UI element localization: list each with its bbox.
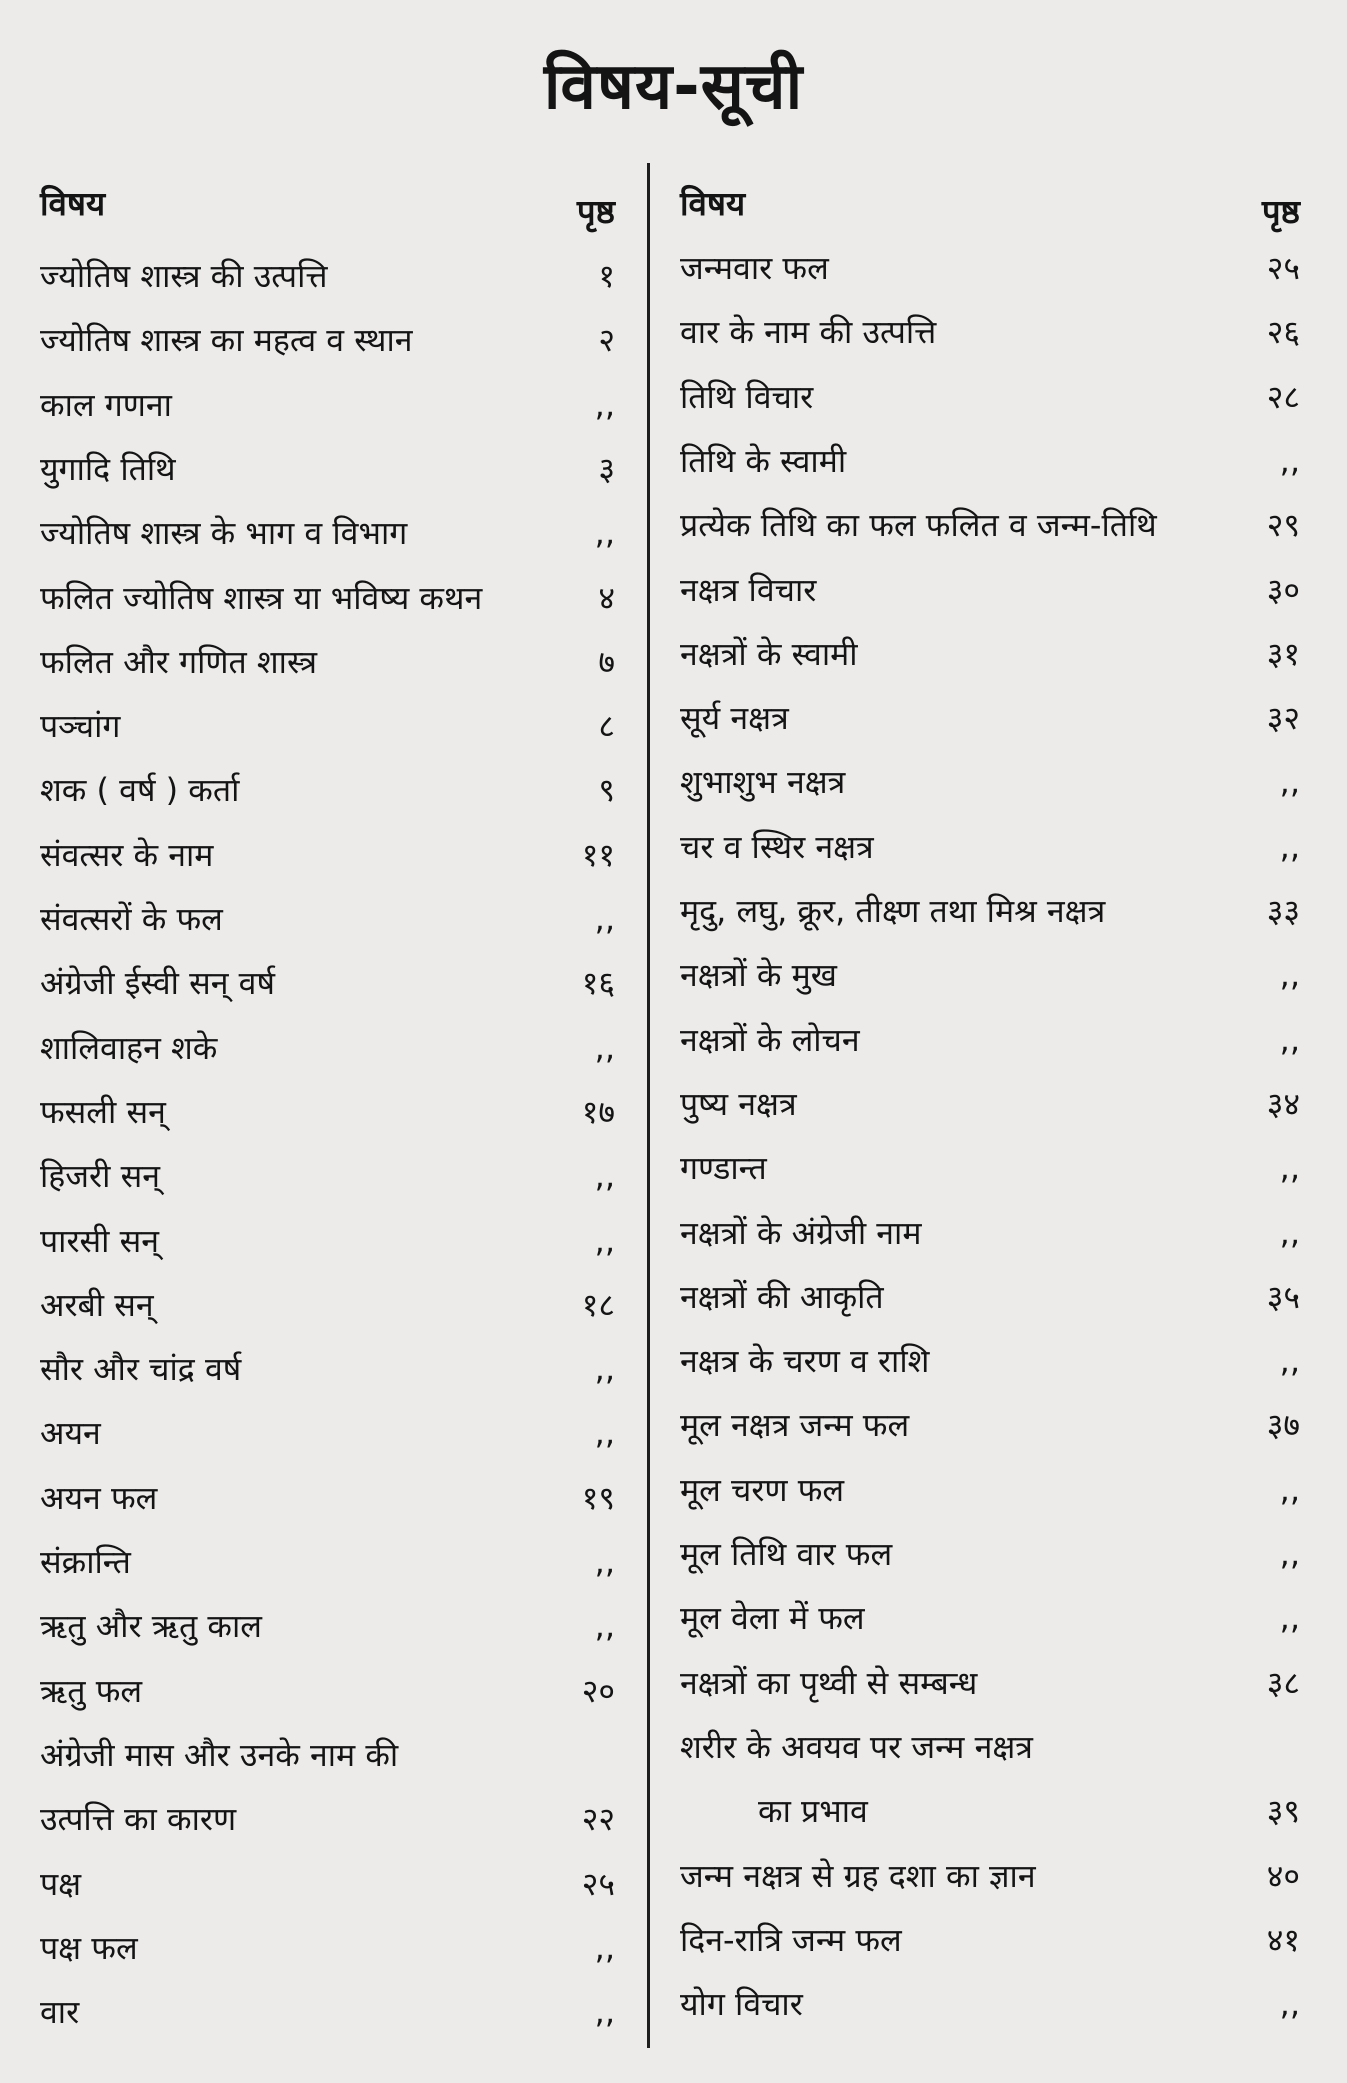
toc-entry-page: २५ <box>1266 249 1300 287</box>
toc-entry <box>40 1084 615 1140</box>
toc-entry-page: ,, <box>1279 441 1300 480</box>
toc-entry-title: ऋतु फल <box>40 1671 143 1710</box>
toc-entry-page: ३२ <box>1266 699 1300 738</box>
toc-entry-page: ,, <box>1279 1470 1300 1509</box>
toc-entry <box>40 891 615 947</box>
header-topic-label: विषय <box>680 184 746 223</box>
toc-entry <box>680 1655 1300 1711</box>
toc-entry-title: शालिवाहन शके <box>40 1028 218 1067</box>
toc-entry <box>40 1984 615 2040</box>
toc-entry-title: संक्रान्ति <box>40 1543 131 1581</box>
toc-entry <box>680 562 1300 618</box>
toc-entry <box>680 433 1300 489</box>
toc-entry-title: संवत्सर के नाम <box>40 835 214 874</box>
toc-entry-page: ,, <box>594 1221 615 1260</box>
toc-entry-title: मूल नक्षत्र जन्म फल <box>680 1406 910 1445</box>
toc-entry-title: जन्म नक्षत्र से ग्रह दशा का ज्ञान <box>680 1856 1036 1895</box>
toc-header <box>680 180 1300 230</box>
toc-entry-page: ३८ <box>1266 1663 1300 1702</box>
toc-entry-title: मूल चरण फल <box>680 1470 845 1509</box>
toc-entry-page: ,, <box>1279 1599 1300 1638</box>
toc-entry-title: ज्योतिष शास्त्र का महत्व व स्थान <box>40 321 413 360</box>
toc-entry-title: गण्डान्त <box>680 1149 767 1188</box>
toc-entry <box>680 1269 1300 1325</box>
toc-entry-page: २ <box>598 321 615 360</box>
header-page-label: पृष्ठ <box>576 192 615 231</box>
toc-entry <box>40 1856 615 1912</box>
toc-entry <box>40 1598 615 1654</box>
toc-entry <box>680 1526 1300 1582</box>
toc-entry <box>680 690 1300 746</box>
toc-entry-title: पुष्य नक्षत्र <box>680 1084 797 1123</box>
toc-entry-title: अयन <box>40 1414 101 1453</box>
toc-entry-page: ,, <box>594 1157 615 1196</box>
toc-entry-page: १९ <box>581 1478 615 1517</box>
toc-entry <box>40 698 615 754</box>
toc-entry-page: ३९ <box>1266 1792 1300 1831</box>
toc-entry-title: अयन फल <box>40 1478 158 1517</box>
toc-entry-page: ,, <box>594 1028 615 1067</box>
toc-entry-page: १ <box>598 257 615 295</box>
toc-entry <box>680 1012 1300 1068</box>
toc-entry-page: ,, <box>594 1928 615 1967</box>
toc-entry <box>40 1213 615 1269</box>
toc-entry <box>680 240 1300 296</box>
toc-entry-page: ११ <box>581 835 615 874</box>
toc-entry <box>680 1719 1300 1775</box>
toc-entry-title: पक्ष <box>40 1864 82 1903</box>
toc-entry-page: ३० <box>1266 570 1300 609</box>
toc-entry <box>40 248 615 304</box>
toc-entry-page: ,, <box>1279 1149 1300 1188</box>
toc-entry-title: पञ्चांग <box>40 707 121 746</box>
toc-entry <box>680 1076 1300 1132</box>
toc-entry <box>40 1341 615 1397</box>
toc-entry-title: नक्षत्रों की आकृति <box>680 1277 884 1316</box>
toc-entry-page: १८ <box>581 1285 615 1324</box>
page-title: विषय-सूची <box>543 50 804 124</box>
toc-entry-page: २५ <box>581 1864 615 1903</box>
toc-entry-title: संवत्सरों के फल <box>40 900 223 938</box>
toc-entry-page: ८ <box>598 707 615 746</box>
toc-entry <box>40 1920 615 1976</box>
toc-entry-title: शुभाशुभ नक्षत्र <box>680 763 846 802</box>
toc-entry-page: ४१ <box>1266 1920 1300 1959</box>
toc-entry-page: ,, <box>1279 1020 1300 1059</box>
toc-entry <box>40 1020 615 1076</box>
toc-entry <box>680 369 1300 425</box>
toc-entry-page: ४० <box>1266 1856 1300 1895</box>
toc-entry-title: तिथि विचार <box>680 377 814 416</box>
toc-entry-page: २८ <box>1266 377 1300 416</box>
toc-entry <box>680 1848 1300 1904</box>
toc-entry-page: ,, <box>1279 956 1300 995</box>
toc-entry-title: फलित और गणित शास्त्र <box>40 642 318 681</box>
toc-entry <box>40 441 615 497</box>
toc-entry-title: नक्षत्र के चरण व राशि <box>680 1342 930 1381</box>
toc-entry-title: शरीर के अवयव पर जन्म नक्षत्र <box>680 1727 1033 1766</box>
toc-entry <box>40 1470 615 1526</box>
toc-entry-title: चर व स्थिर नक्षत्र <box>680 827 874 866</box>
toc-entry-title: हिजरी सन् <box>40 1157 160 1196</box>
toc-entry-title: ज्योतिष शास्त्र की उत्पत्ति <box>40 257 328 295</box>
toc-entry-title: नक्षत्रों का पृथ्वी से सम्बन्ध <box>680 1663 978 1702</box>
toc-entry-title: सूर्य नक्षत्र <box>680 699 789 738</box>
toc-entry <box>680 1397 1300 1453</box>
toc-entry-title: मृदु, लघु, क्रूर, तीक्ष्ण तथा मिश्र नक्षत्र <box>680 892 1106 930</box>
toc-entry <box>680 304 1300 360</box>
toc-entry <box>680 1205 1300 1261</box>
toc-entry-title: युगादि तिथि <box>40 449 176 488</box>
toc-entry-page: २९ <box>1266 506 1300 545</box>
toc-entry-page: ,, <box>594 385 615 424</box>
toc-entry-page: ,, <box>594 1993 615 2032</box>
toc-entry-page: ,, <box>1279 1535 1300 1573</box>
toc-entry-page: ,, <box>1279 1213 1300 1252</box>
toc-entry-page: ३५ <box>1266 1277 1300 1316</box>
toc-entry-page: ९ <box>598 771 615 810</box>
toc-entry <box>680 819 1300 875</box>
toc-entry-page: ७ <box>598 642 615 681</box>
toc-entry <box>680 1912 1300 1968</box>
toc-entry <box>680 626 1300 682</box>
toc-entry <box>680 947 1300 1003</box>
toc-entry <box>40 1148 615 1204</box>
toc-entry-title: मूल वेला में फल <box>680 1599 865 1638</box>
header-topic-label: विषय <box>40 184 106 223</box>
toc-entry-page: ,, <box>594 1350 615 1389</box>
toc-entry <box>40 762 615 818</box>
toc-entry <box>680 1140 1300 1196</box>
toc-entry-title: वार <box>40 1993 80 2032</box>
toc-entry <box>40 1277 615 1333</box>
column-divider <box>647 163 650 2048</box>
toc-entry-page: ३४ <box>1266 1084 1300 1123</box>
toc-entry-page: ४ <box>598 578 615 617</box>
toc-entry-title: मूल तिथि वार फल <box>680 1535 893 1573</box>
toc-entry <box>40 634 615 690</box>
toc-entry-title: उत्पत्ति का कारण <box>40 1800 237 1839</box>
toc-entry-title: प्रत्येक तिथि का फल फलित व जन्म-तिथि <box>680 506 1157 545</box>
toc-entry-title: फसली सन् <box>40 1092 166 1131</box>
toc-entry <box>40 570 615 626</box>
toc-entry <box>40 827 615 883</box>
toc-entry <box>680 1783 1300 1839</box>
header-page-label: पृष्ठ <box>1261 192 1300 231</box>
toc-entry-page: ,, <box>1279 763 1300 802</box>
toc-entry-page: १६ <box>581 964 615 1003</box>
toc-entry-title: पक्ष फल <box>40 1928 138 1967</box>
toc-entry <box>40 1727 615 1783</box>
toc-entry <box>40 1534 615 1590</box>
toc-entry-title: अंग्रेजी मास और उनके नाम की <box>40 1735 399 1774</box>
toc-entry-title: योग विचार <box>680 1985 803 2024</box>
toc-entry-title: अंग्रेजी ईस्वी सन् वर्ष <box>40 964 275 1003</box>
toc-entry-title: शक ( वर्ष ) कर्ता <box>40 771 240 810</box>
toc-entry-title: पारसी सन् <box>40 1221 160 1260</box>
toc-entry-page: ,, <box>594 514 615 553</box>
toc-entry <box>680 883 1300 939</box>
toc-entry-title: नक्षत्र विचार <box>680 570 817 609</box>
toc-entry <box>40 955 615 1011</box>
toc-entry <box>680 1590 1300 1646</box>
toc-entry-page: ,, <box>594 1543 615 1581</box>
toc-entry <box>680 1976 1300 2032</box>
toc-entry <box>680 754 1300 810</box>
toc-entry <box>40 312 615 368</box>
toc-entry-title: जन्मवार फल <box>680 249 829 287</box>
toc-entry-page: २० <box>581 1671 615 1710</box>
toc-entry-page: ,, <box>594 1607 615 1646</box>
toc-entry <box>40 1405 615 1461</box>
toc-entry <box>40 1791 615 1847</box>
toc-entry-title: ऋतु और ऋतु काल <box>40 1607 262 1646</box>
toc-entry-page: ,, <box>594 900 615 938</box>
toc-header <box>40 180 615 230</box>
toc-entry-title: तिथि के स्वामी <box>680 441 847 480</box>
toc-entry-page: ,, <box>594 1414 615 1453</box>
toc-entry-title: सौर और चांद्र वर्ष <box>40 1350 242 1389</box>
toc-entry <box>40 377 615 433</box>
toc-entry-title: फलित ज्योतिष शास्त्र या भविष्य कथन <box>40 578 483 617</box>
toc-entry-title: नक्षत्रों के स्वामी <box>680 634 858 673</box>
toc-entry-title: नक्षत्रों के लोचन <box>680 1020 860 1059</box>
toc-entry-title: ज्योतिष शास्त्र के भाग व विभाग <box>40 514 408 553</box>
toc-entry <box>40 505 615 561</box>
toc-entry-title: का प्रभाव <box>758 1792 868 1831</box>
toc-entry-page: ,, <box>1279 1342 1300 1381</box>
toc-entry <box>680 1333 1300 1389</box>
toc-entry-title: दिन-रात्रि जन्म फल <box>680 1920 902 1959</box>
toc-entry-page: ३७ <box>1266 1406 1300 1445</box>
toc-entry-title: काल गणना <box>40 385 172 424</box>
toc-entry-title: नक्षत्रों के मुख <box>680 956 837 995</box>
toc-entry-page: ,, <box>1279 1985 1300 2024</box>
toc-entry <box>40 1663 615 1719</box>
toc-entry <box>680 497 1300 553</box>
toc-entry-page: ३३ <box>1266 892 1300 930</box>
toc-entry-page: ३ <box>598 449 615 488</box>
toc-entry-page: २२ <box>581 1800 615 1839</box>
toc-entry-page: ,, <box>1279 827 1300 866</box>
toc-entry-title: नक्षत्रों के अंग्रेजी नाम <box>680 1213 922 1252</box>
toc-entry-page: १७ <box>581 1092 615 1131</box>
toc-entry-page: २६ <box>1266 313 1300 352</box>
toc-entry-title: वार के नाम की उत्पत्ति <box>680 313 937 352</box>
toc-entry <box>680 1462 1300 1518</box>
toc-entry-title: अरबी सन् <box>40 1285 154 1324</box>
toc-entry-page: ३१ <box>1266 634 1300 673</box>
